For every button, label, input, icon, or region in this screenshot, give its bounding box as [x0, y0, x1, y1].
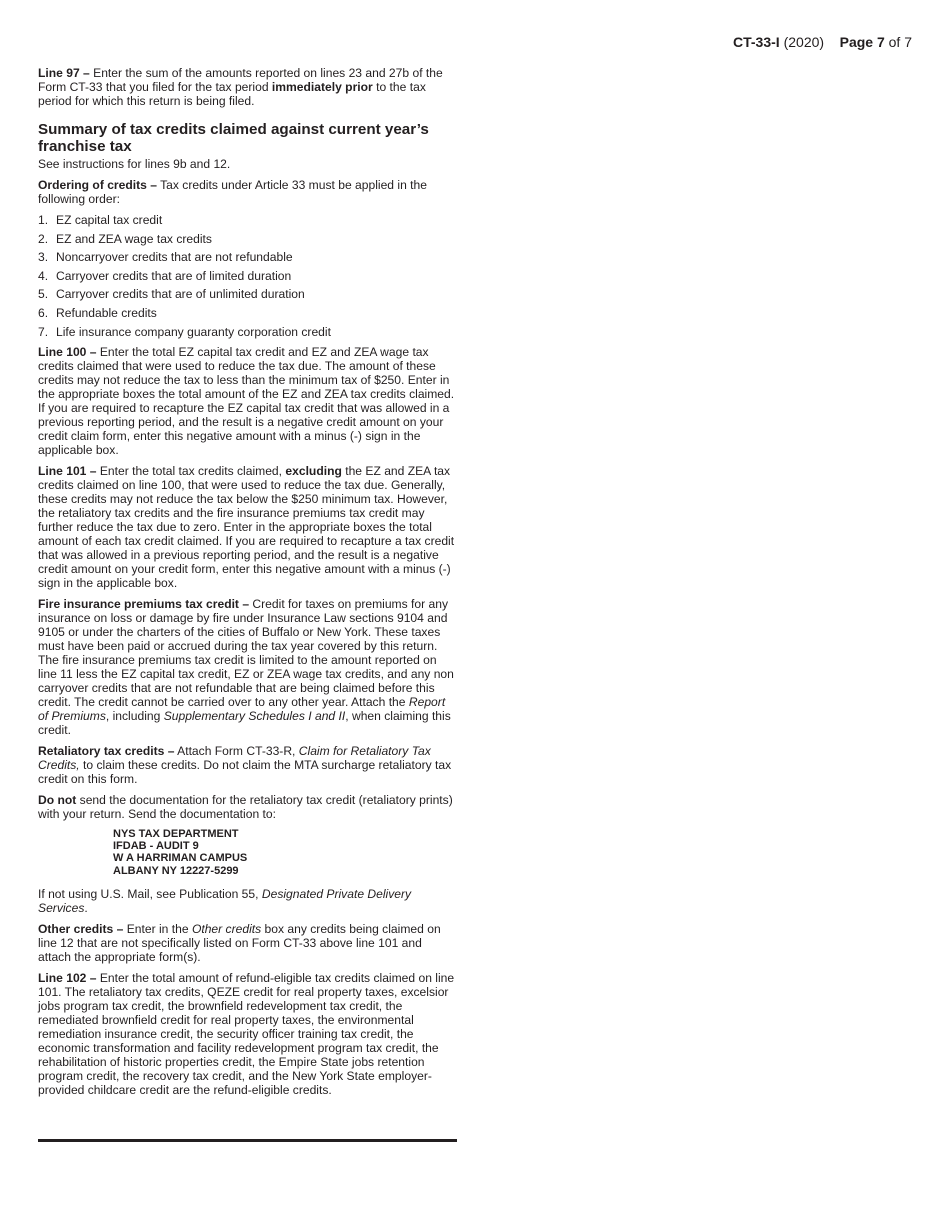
list-item: 3. Noncarryover credits that are not refundable — [38, 250, 293, 265]
page-number: Page 7 — [839, 34, 885, 50]
ordering-label: Ordering of credits – — [38, 178, 157, 192]
list-item: 2. EZ and ZEA wage tax credits — [38, 231, 212, 246]
private-delivery-paragraph: If not using U.S. Mail, see Publication 55, Designated Private Delivery Services. — [38, 887, 412, 916]
address-line: ALBANY NY 12227-5299 — [113, 864, 239, 877]
retaliatory-label: Retaliatory tax credits – — [38, 743, 175, 758]
mailing-address — [113, 828, 458, 878]
address-line: W A HARRIMAN CAMPUS — [113, 852, 248, 865]
end-rule-divider — [38, 1139, 457, 1142]
fire-insurance-paragraph: Fire insurance premiums tax credit – Credit for taxes on premiums for any insurance on loss or damage by fire under Insurance Law sections 9104 and 9105 or under the charters of the cities of Buffalo or New York. These taxes must have been paid or accrued during the tax year covered by this return. The fire insurance premiums tax credit is limited to the amount reported on line 11 less the EZ capital tax credit, EZ or ZEA wage tax credits, and any non carryover credits that are not refundable that are being claimed before this credit. The credit cannot be carried over to any other year. Attach the Report of Premiums, including Supplementary Schedules I and II, when claiming this credit. — [38, 596, 454, 737]
ordering-list — [38, 213, 458, 339]
line-101-label: Line 101 – — [38, 463, 97, 478]
list-item: 6. Refundable credits — [38, 305, 157, 320]
address-line: IFDAB - AUDIT 9 — [113, 839, 199, 852]
form-year: (2020) — [783, 34, 825, 50]
line-97-paragraph: Line 97 – Enter the sum of the amounts reported on lines 23 and 27b of the Form CT-33 that you filed for the tax period immediately prior to the tax period for which this return is being filed. — [38, 66, 443, 108]
do-not-label: Do not — [38, 792, 77, 807]
retaliatory-paragraph: Retaliatory tax credits – Attach Form CT-33-R, Claim for Retaliatory Tax Credits, to claim these credits. Do not claim the MTA surcharge retaliatory tax credit on this form. — [38, 743, 452, 786]
line-97-label: Line 97 – — [38, 66, 90, 80]
form-id: CT-33-I — [733, 34, 780, 50]
ordering-paragraph: Ordering of credits – Tax credits under Article 33 must be applied in the following order: — [38, 178, 427, 206]
list-item: 1. EZ capital tax credit — [38, 213, 163, 227]
line-100-paragraph: Line 100 – Enter the total EZ capital tax credit and EZ and ZEA wage tax credits claimed that were used to reduce the tax due. The amount of these credits may not reduce the tax to less than the minimum tax of $250. Enter in the appropriate boxes the total amount of the EZ and ZEA tax credits claimed. If you are required to recapture the EZ capital tax credit that was allowed in a previous reporting period, and the result is a negative credit amount on your credit claim form, enter this negative amount with a minus (-) sign in the applicable box. — [38, 344, 455, 457]
list-item: 4. Carryover credits that are of limited duration — [38, 268, 292, 283]
page-header — [733, 34, 912, 50]
summary-heading: Summary of tax credits claimed against current year’s franchise tax — [38, 121, 429, 155]
line-101-paragraph: Line 101 – Enter the total tax credits claimed, excluding the EZ and ZEA tax credits claimed on line 100, that were used to reduce the tax due. Generally, these credits may not reduce the tax below the $250 minimum tax. However, the retaliatory tax credits and the fire insurance premiums tax credit may further reduce the tax due to zero. Enter in the appropriate boxes the total amount of each tax credit claimed. If you are required to recapture a tax credit that was allowed in a previous reporting period, and the result is a negative credit amount on your credit form, enter this negative amount with a minus (-) sign in the applicable box. — [38, 463, 455, 590]
line-100-label: Line 100 – — [38, 344, 97, 359]
line-102-paragraph: Line 102 – Enter the total amount of refund-eligible tax credits claimed on line 101. The retaliatory tax credits, QEZE credit for real property taxes, excelsior jobs program tax credit, the brownfield redevelopment tax credit, the remediated brownfield credit for real property taxes, the environmental remediation insurance credit, the security officer training tax credit, the economic transformation and facility redevelopment program tax credit, the rehabilitation of historic properties credit, the Empire State jobs retention program credit, the recovery tax credit, and the New York State employer-provided childcare credit are the refund-eligible credits. — [38, 971, 455, 1098]
other-credits-label: Other credits – — [38, 922, 124, 937]
address-line: NYS TAX DEPARTMENT — [113, 827, 239, 840]
do-not-paragraph: Do not send the documentation for the retaliatory tax credit (retaliatory prints) with your return. Send the documentation to: — [38, 792, 453, 821]
fire-insurance-label: Fire insurance premiums tax credit – — [38, 596, 250, 611]
other-credits-paragraph: Other credits – Enter in the Other credits box any credits being claimed on line 12 that are not specifically listed on Form CT-33 above line 101 and attach the appropriate form(s). — [38, 922, 441, 965]
instructions-column — [38, 66, 458, 1104]
list-item: 7. Life insurance company guaranty corporation credit — [38, 324, 331, 339]
line-102-label: Line 102 – — [38, 971, 97, 986]
page-total: of 7 — [888, 34, 912, 50]
list-item: 5. Carryover credits that are of unlimited duration — [38, 287, 305, 302]
summary-see-note: See instructions for lines 9b and 12. — [38, 157, 231, 171]
